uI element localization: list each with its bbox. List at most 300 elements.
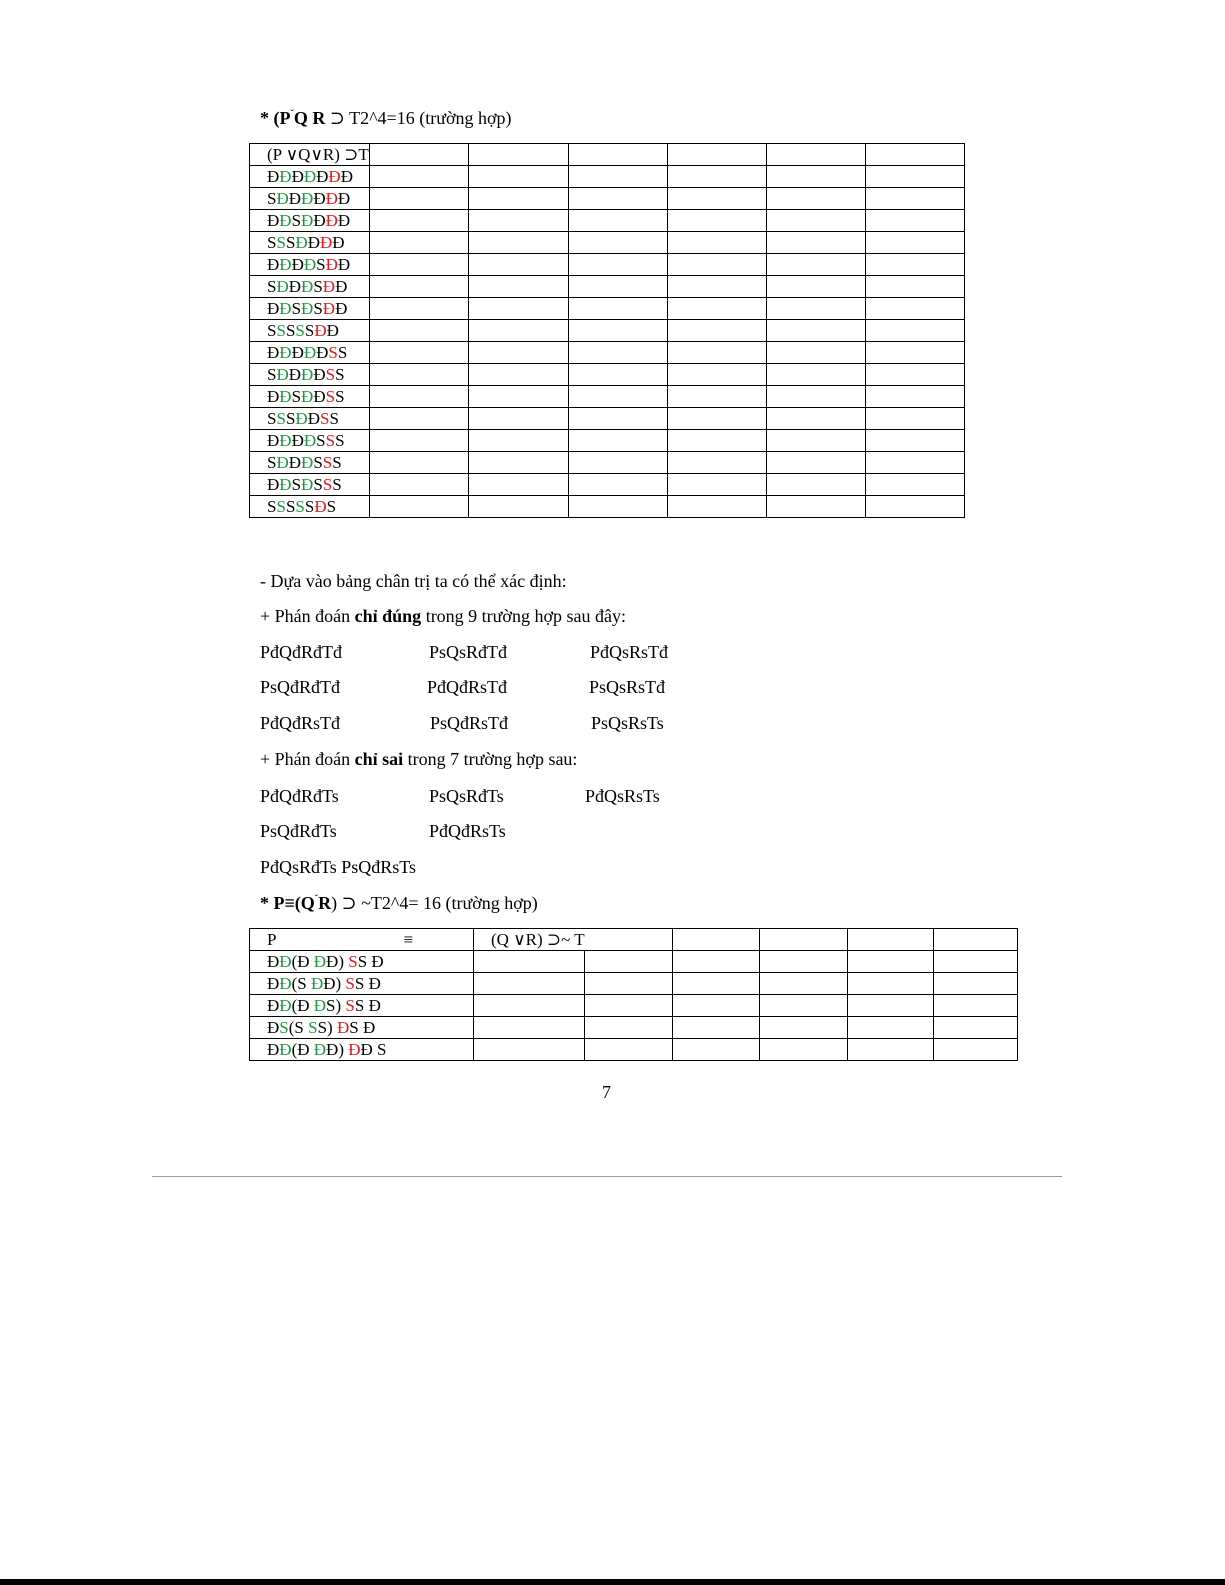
truth-value: Đ <box>301 387 314 406</box>
table-cell <box>468 232 568 254</box>
table-cell <box>766 496 865 518</box>
truth-value: S <box>291 387 302 406</box>
table-row <box>250 188 965 210</box>
table-row <box>250 166 965 188</box>
truth-value: Đ <box>288 189 302 208</box>
table-cell <box>667 452 766 474</box>
table-row <box>250 276 965 298</box>
table-cell <box>865 276 964 298</box>
truth-value: Đ <box>335 277 348 296</box>
truth-value: Đ <box>267 299 280 318</box>
table-cell <box>468 298 568 320</box>
table-cell <box>468 474 568 496</box>
truth-value: Đ <box>267 255 280 274</box>
truth-value: S <box>335 431 345 450</box>
table-cell <box>848 929 934 951</box>
truth-value: S) <box>326 996 346 1015</box>
table-cell <box>568 364 667 386</box>
truth-value: (S <box>288 1018 309 1037</box>
table-row <box>250 342 965 364</box>
table-cell <box>250 929 387 951</box>
table-cell <box>387 929 474 951</box>
truth-value: Đ <box>279 299 292 318</box>
table-cell <box>250 973 387 995</box>
table-cell <box>760 951 848 973</box>
table-cell <box>387 995 474 1017</box>
case: PsQđRđTđ <box>260 677 341 697</box>
table-cell <box>369 298 468 320</box>
truth-value: Đ <box>301 211 314 230</box>
table-cell <box>468 408 568 430</box>
truth-value: Đ <box>301 299 314 318</box>
table-cell <box>673 929 760 951</box>
table-cell <box>568 232 667 254</box>
table-cell <box>568 452 667 474</box>
truth-value: Đ <box>337 211 351 230</box>
truth-value: S <box>326 497 337 516</box>
truth-value: S <box>348 952 358 971</box>
table-cell <box>667 474 766 496</box>
truth-value: Đ <box>313 365 326 384</box>
truth-value: S <box>285 321 296 340</box>
truth-value: Đ <box>307 409 320 428</box>
truth-value: Đ <box>267 211 280 230</box>
table-cell <box>667 408 766 430</box>
truth-value: S <box>267 189 277 208</box>
table-cell <box>766 232 865 254</box>
table-row <box>250 474 965 496</box>
table-cell <box>369 452 468 474</box>
case: PsQsRsTs <box>591 713 664 733</box>
table-cell <box>250 474 370 496</box>
truth-value: Đ <box>276 453 289 472</box>
table-cell <box>468 364 568 386</box>
table-row <box>250 973 1018 995</box>
text: + Phán đoán <box>260 606 355 626</box>
table-cell <box>766 188 865 210</box>
truth-value: S <box>276 497 286 516</box>
table-cell <box>766 210 865 232</box>
header-equiv: ≡ <box>403 930 414 949</box>
truth-value: Đ <box>335 299 348 318</box>
truth-value: S <box>295 497 305 516</box>
truth-value: S <box>285 497 296 516</box>
truth-value: S <box>335 387 345 406</box>
table-cell <box>766 298 865 320</box>
table-row <box>250 995 1018 1017</box>
truth-value: S <box>304 497 315 516</box>
truth-value: S <box>325 365 336 384</box>
truth-value: Đ <box>322 277 336 296</box>
table-cell <box>865 496 964 518</box>
table-cell <box>468 254 568 276</box>
text: trong 7 trường hợp sau: <box>403 749 578 769</box>
truth-value: Đ <box>279 996 292 1015</box>
truth-value: S Đ <box>349 1018 376 1037</box>
table-cell <box>369 408 468 430</box>
table-row <box>250 254 965 276</box>
table-cell <box>568 320 667 342</box>
table-cell <box>766 166 865 188</box>
truth-value: Đ) <box>326 1040 349 1059</box>
table-cell <box>369 254 468 276</box>
table-row <box>250 210 965 232</box>
table-cell <box>766 474 865 496</box>
table-cell <box>250 452 370 474</box>
table-cell <box>568 430 667 452</box>
table-row <box>250 386 965 408</box>
table-cell <box>865 210 964 232</box>
table-cell <box>760 1017 848 1039</box>
table-cell <box>766 386 865 408</box>
truth-value: Đ <box>301 189 314 208</box>
table-cell <box>568 408 667 430</box>
truth-value: Đ <box>348 1040 361 1059</box>
section1-heading: * ($P^ˇQ$ R ⊃ T2^4=16 (trường hợp) <box>260 108 512 128</box>
table-header-row <box>250 144 965 166</box>
truth-value: S <box>267 277 277 296</box>
truth-value: S <box>267 321 277 340</box>
truth-value: Đ <box>279 167 292 186</box>
case: PđQsRsTđ <box>590 642 669 662</box>
truth-value: S <box>279 1018 289 1037</box>
table-cell <box>766 276 865 298</box>
bold-text: chỉ sai <box>354 749 404 769</box>
truth-value: S <box>291 299 302 318</box>
truth-value: S <box>313 299 323 318</box>
truth-value: Đ <box>291 343 304 362</box>
truth-value: Đ <box>322 299 336 318</box>
table-cell <box>369 474 468 496</box>
truth-value: Đ <box>279 431 292 450</box>
page-separator <box>152 1176 1062 1177</box>
table-cell <box>585 1039 673 1061</box>
truth-value: S <box>267 409 277 428</box>
truth-value: Đ <box>276 365 289 384</box>
table-cell <box>848 973 934 995</box>
table-row <box>250 430 965 452</box>
table-cell <box>250 1017 387 1039</box>
truth-value: S <box>267 453 277 472</box>
truth-value: S <box>276 409 286 428</box>
table-cell <box>369 496 468 518</box>
table-cell <box>250 430 370 452</box>
table-cell <box>387 973 474 995</box>
table-cell <box>369 188 468 210</box>
truth-value: Đ <box>301 277 314 296</box>
table-cell <box>673 995 760 1017</box>
table-cell <box>468 386 568 408</box>
section2-heading: * $P\equiv(Q^ˇR)$ ⊃ ~T2^4= 16 (trường hợp) <box>260 893 538 913</box>
table-cell <box>250 496 370 518</box>
table-cell <box>865 254 964 276</box>
heading-bold-part2: Q R <box>293 108 326 128</box>
truth-value: Đ <box>279 1040 292 1059</box>
truth-value: S <box>267 365 277 384</box>
truth-value: Đ <box>337 189 351 208</box>
text: + Phán đoán <box>260 749 355 769</box>
truth-value: Đ <box>267 974 280 993</box>
case: PđQđRsTs <box>429 821 506 841</box>
table-cell <box>387 1039 474 1061</box>
truth-value: Đ <box>303 167 317 186</box>
table-cell <box>585 929 673 951</box>
table-cell <box>760 929 848 951</box>
truth-value: Đ) <box>323 974 346 993</box>
table-cell <box>673 1039 760 1061</box>
truth-value: Đ <box>291 167 304 186</box>
table-cell <box>865 342 964 364</box>
table-cell <box>387 951 474 973</box>
table-cell <box>865 298 964 320</box>
truth-value: S <box>332 453 342 472</box>
table-cell <box>673 1017 760 1039</box>
truth-value: S <box>316 431 326 450</box>
table-cell <box>865 386 964 408</box>
table-row <box>250 298 965 320</box>
truth-value: S <box>308 1018 318 1037</box>
table-cell <box>934 951 1018 973</box>
truth-value: Đ <box>291 255 304 274</box>
table-cell <box>250 276 370 298</box>
table-cell <box>568 474 667 496</box>
table-cell <box>766 408 865 430</box>
truth-value: Đ <box>267 1018 280 1037</box>
case: PsQđRsTđ <box>430 713 509 733</box>
table-cell <box>468 496 568 518</box>
table-cell <box>250 232 370 254</box>
table-cell <box>766 452 865 474</box>
truth-value: Đ <box>279 255 292 274</box>
truth-value: Đ <box>279 475 292 494</box>
table-cell <box>369 276 468 298</box>
table-cell <box>474 995 585 1017</box>
table-cell <box>760 995 848 1017</box>
truth-value: Đ <box>301 453 314 472</box>
truth-value: Đ <box>332 233 345 252</box>
table-row <box>250 320 965 342</box>
table-cell <box>250 995 387 1017</box>
table-row <box>250 452 965 474</box>
table-cell <box>667 364 766 386</box>
truth-value: Đ <box>313 996 327 1015</box>
truth-value: S <box>322 453 333 472</box>
truth-value: (S <box>291 974 311 993</box>
table-cell <box>760 973 848 995</box>
truth-value: Đ <box>303 431 317 450</box>
table-cell <box>250 951 387 973</box>
table-cell <box>474 1039 585 1061</box>
truth-value: S <box>335 365 345 384</box>
truth-value: Đ <box>279 974 292 993</box>
table-cell <box>667 496 766 518</box>
table-cell <box>766 254 865 276</box>
false-cases-heading <box>260 749 577 770</box>
table-cell <box>667 254 766 276</box>
truth-value: Đ <box>276 277 289 296</box>
table-cell <box>934 929 1018 951</box>
table-cell <box>766 144 865 166</box>
table-cell <box>865 232 964 254</box>
truth-value: S) <box>317 1018 337 1037</box>
truth-value: Đ <box>307 233 320 252</box>
heading-bold-part2: R <box>318 893 332 913</box>
truth-value: S <box>345 974 355 993</box>
truth-value: Đ <box>267 996 280 1015</box>
table-cell <box>934 1017 1018 1039</box>
table-cell <box>865 320 964 342</box>
case: PsQđRđTs <box>260 821 337 841</box>
truth-value: S <box>332 475 342 494</box>
table-cell <box>760 1039 848 1061</box>
truth-value: Đ <box>337 255 351 274</box>
truth-value: Đ <box>288 453 302 472</box>
truth-value: Đ <box>291 431 304 450</box>
table-cell <box>848 951 934 973</box>
truth-value: S <box>313 453 323 472</box>
table-cell <box>369 386 468 408</box>
heading-rest: ~T2^4= 16 (trường hợp) <box>361 893 538 913</box>
table-cell <box>474 1017 585 1039</box>
table-cell <box>250 386 370 408</box>
truth-value: Đ <box>276 189 289 208</box>
table-cell <box>369 210 468 232</box>
truth-value: Đ <box>267 1040 280 1059</box>
truth-value: S <box>345 996 355 1015</box>
truth-value: Đ <box>325 255 338 274</box>
table-cell <box>934 973 1018 995</box>
truth-value: (Đ <box>291 952 314 971</box>
table-cell <box>568 276 667 298</box>
table-cell <box>568 188 667 210</box>
truth-value: S <box>291 211 302 230</box>
table-cell <box>667 320 766 342</box>
table-cell <box>369 232 468 254</box>
table-cell <box>369 364 468 386</box>
truth-value: S <box>276 321 286 340</box>
header-expr: (Q ∨R) ⊃~ T <box>491 930 585 949</box>
table-cell <box>468 188 568 210</box>
truth-value: (Đ <box>291 996 314 1015</box>
table-cell <box>369 144 468 166</box>
table-cell <box>568 386 667 408</box>
table-cell <box>250 1039 387 1061</box>
table-row <box>250 364 965 386</box>
table-cell <box>667 430 766 452</box>
truth-value: Đ <box>279 211 292 230</box>
table-cell <box>568 254 667 276</box>
table-cell <box>474 951 585 973</box>
truth-table-2 <box>249 928 1018 1061</box>
case: PđQsRđTs PsQđRsTs <box>260 857 417 877</box>
case: PđQsRsTs <box>585 786 660 806</box>
table-cell <box>250 210 370 232</box>
table-cell <box>468 166 568 188</box>
table-cell <box>568 298 667 320</box>
table-cell <box>934 1039 1018 1061</box>
table-cell <box>568 342 667 364</box>
truth-value: Đ <box>295 409 308 428</box>
truth-value: Đ <box>303 343 317 362</box>
truth-value: Đ <box>267 343 280 362</box>
table-cell <box>468 452 568 474</box>
truth-value: S <box>329 409 339 428</box>
table-cell <box>568 144 667 166</box>
table-cell <box>667 210 766 232</box>
truth-value: Đ <box>314 321 327 340</box>
truth-value: Đ <box>313 952 327 971</box>
truth-value: S <box>267 233 277 252</box>
table-cell <box>468 210 568 232</box>
table-cell: (P ∨Q∨R) ⊃T <box>250 144 370 166</box>
table-cell <box>667 276 766 298</box>
case: PsQsRsTđ <box>589 677 666 697</box>
truth-value: Đ S <box>360 1040 387 1059</box>
heading-rest: T2^4=16 (trường hợp) <box>349 108 512 128</box>
truth-value: Đ <box>313 211 326 230</box>
table-cell <box>468 320 568 342</box>
table-cell <box>667 188 766 210</box>
table-cell <box>468 430 568 452</box>
table-cell <box>468 276 568 298</box>
truth-value: S Đ <box>357 952 384 971</box>
table-cell <box>250 166 370 188</box>
truth-value: S <box>276 233 286 252</box>
truth-value: Đ <box>301 365 314 384</box>
table-cell <box>585 1017 673 1039</box>
truth-value: S <box>337 343 348 362</box>
table-cell <box>369 430 468 452</box>
table-cell <box>585 951 673 973</box>
table-header-row <box>250 929 1018 951</box>
table-cell <box>468 342 568 364</box>
page-number: 7 <box>602 1082 611 1102</box>
text: trong 9 trường hợp sau đây: <box>421 606 626 626</box>
table-cell <box>250 298 370 320</box>
table-cell <box>667 342 766 364</box>
table-cell <box>848 1039 934 1061</box>
truth-value: Đ <box>310 974 324 993</box>
bold-text: chỉ đúng <box>354 606 422 626</box>
truth-value: S <box>319 409 330 428</box>
truth-value: Đ <box>340 167 353 186</box>
table-cell <box>865 408 964 430</box>
truth-table-1 <box>249 143 965 518</box>
table-cell <box>250 364 370 386</box>
table-cell <box>250 188 370 210</box>
truth-value: Đ <box>314 497 327 516</box>
table-cell <box>250 254 370 276</box>
truth-value: Đ <box>295 233 308 252</box>
true-cases-heading <box>260 606 626 627</box>
table-cell <box>250 320 370 342</box>
truth-value: S <box>285 233 296 252</box>
truth-value: Đ <box>303 255 317 274</box>
table-row <box>250 408 965 430</box>
case: PđQđRsTđ <box>427 677 508 697</box>
truth-value: S <box>291 475 302 494</box>
truth-value: Đ <box>319 233 333 252</box>
truth-value: Đ <box>267 952 280 971</box>
table-cell <box>766 364 865 386</box>
table-cell <box>585 973 673 995</box>
truth-value: Đ) <box>326 952 349 971</box>
truth-value: S <box>267 497 277 516</box>
truth-value: Đ <box>336 1018 350 1037</box>
truth-value: S Đ <box>354 996 381 1015</box>
truth-value: Đ <box>313 1040 327 1059</box>
table-cell <box>766 320 865 342</box>
